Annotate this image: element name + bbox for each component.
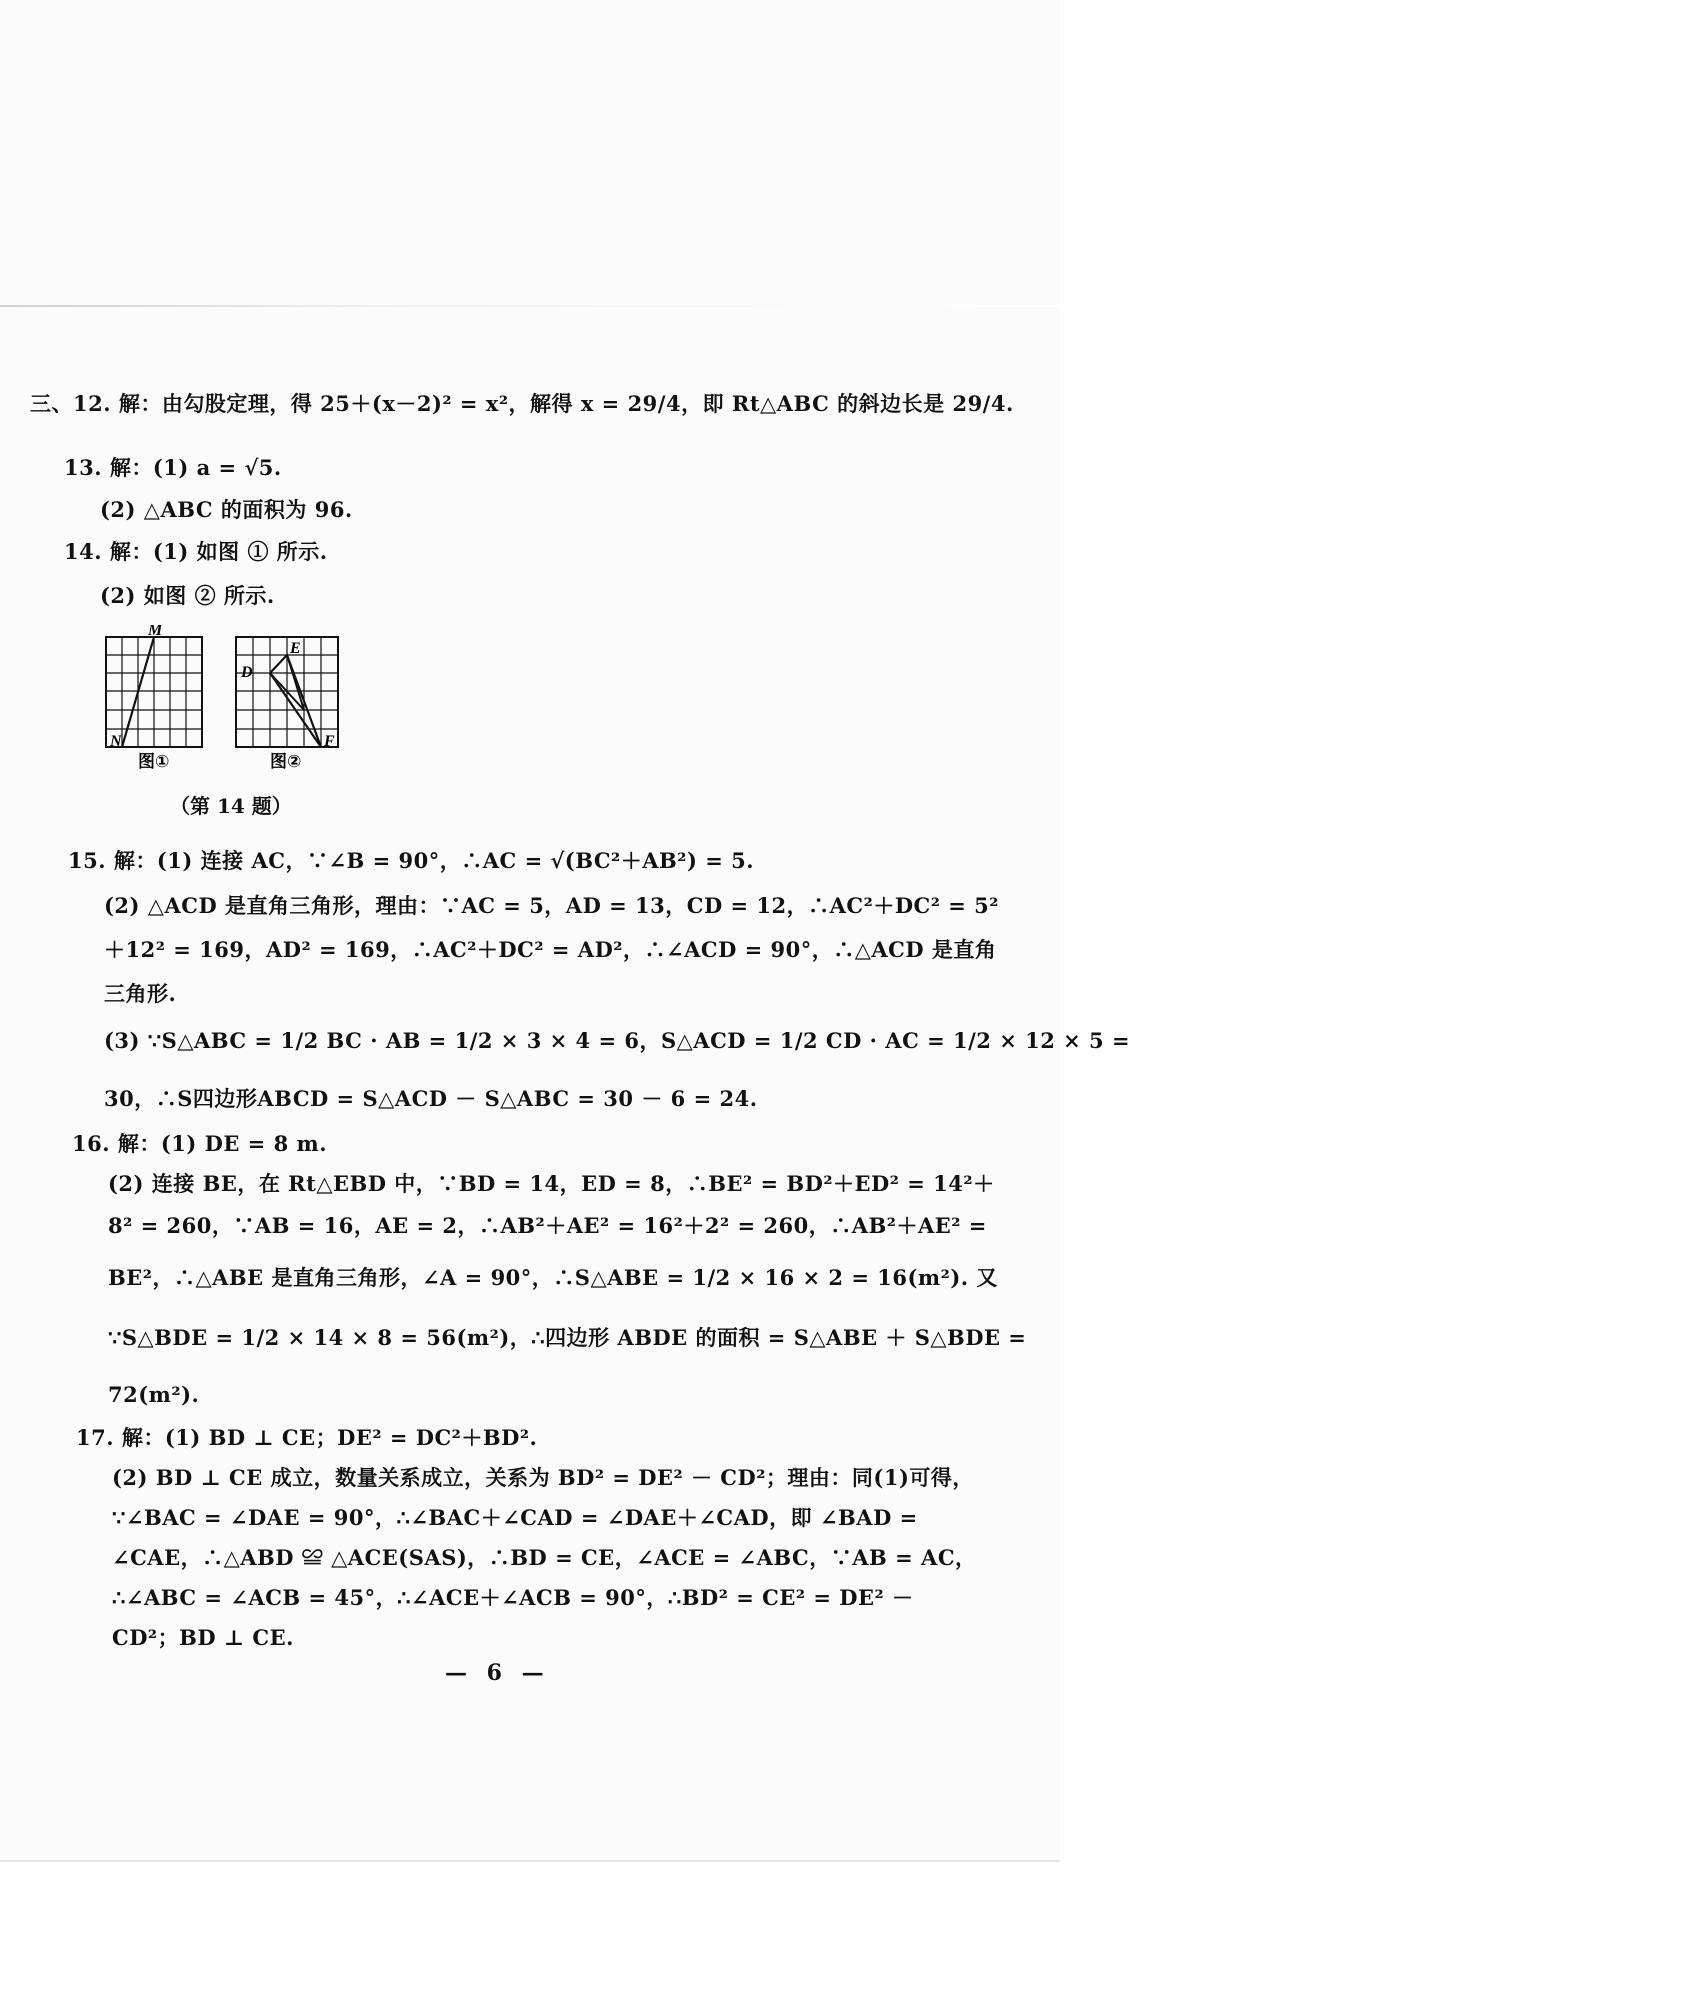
solution-15-part3-line2-text: 30，∴S四边形ABCD = S△ACD － S△ABC = 30 － 6 = 24. xyxy=(104,1086,758,1111)
solution-16-part2-line2 xyxy=(108,1210,987,1240)
grid-figure-1 xyxy=(106,637,202,747)
solution-15-part2-line3-text: 三角形. xyxy=(104,981,177,1006)
solution-12-text: 三、12. 解：由勾股定理，得 25＋(x－2)² = x²，解得 x = 29/4，即 Rt△ABC 的斜边长是 29/4. xyxy=(30,391,1014,416)
solution-17-part2-line1 xyxy=(112,1462,974,1492)
solution-14-part2-text: (2) 如图 ② 所示. xyxy=(100,583,275,608)
label-E: E xyxy=(290,640,301,657)
solution-17-part2-line5 xyxy=(112,1622,294,1652)
solution-16-part2-line1-text: (2) 连接 BE，在 Rt△EBD 中，∵BD = 14，ED = 8，∴BE² = BD²＋ED² = 14²＋ xyxy=(108,1171,995,1196)
solution-12 xyxy=(30,388,1014,418)
label-D: D xyxy=(241,664,253,681)
solution-17-part1 xyxy=(76,1422,537,1452)
solution-15-part2-line2 xyxy=(104,934,996,964)
solution-17-part2-line2-text: ∵∠BAC = ∠DAE = 90°，∴∠BAC＋∠CAD = ∠DAE＋∠CAD，即 ∠BAD = xyxy=(112,1505,918,1530)
problem-14-figures xyxy=(100,625,360,775)
solution-16-part1-text: 16. 解：(1) DE = 8 m. xyxy=(72,1131,328,1156)
solution-15-part1 xyxy=(68,845,754,875)
problem-14-caption: （第 14 题） xyxy=(170,794,292,818)
figure-2-caption: 图② xyxy=(270,752,302,772)
solution-13-part1-text: 13. 解：(1) a = √5. xyxy=(64,455,282,480)
solution-15-part2-line3 xyxy=(104,978,176,1008)
label-F: F xyxy=(324,733,335,750)
grid-figure-2 xyxy=(236,637,338,747)
solution-13-part1 xyxy=(64,452,282,482)
solution-16-part2-line1 xyxy=(108,1168,995,1198)
solution-14-part1-text: 14. 解：(1) 如图 ① 所示. xyxy=(64,539,328,564)
solution-16-part2-line2-text: 8² = 260，∵AB = 16，AE = 2，∴AB²＋AE² = 16²＋2² = 260，∴AB²＋AE² = xyxy=(108,1213,987,1238)
solution-17-part2-line5-text: CD²；BD ⊥ CE. xyxy=(112,1625,294,1650)
solution-15-part3-line1-text: (3) ∵S△ABC = 1/2 BC · AB = 1/2 × 3 × 4 = 6，S△ACD = 1/2 CD · AC = 1/2 × 12 × 5 = xyxy=(104,1028,1131,1053)
solution-13-part2-text: (2) △ABC 的面积为 96. xyxy=(100,497,353,522)
solution-15-part1-text: 15. 解：(1) 连接 AC，∵∠B = 90°，∴AC = √(BC²＋AB²) = 5. xyxy=(68,848,755,873)
solution-16-part2-line5 xyxy=(108,1382,199,1407)
solution-15-part2-line1-text: (2) △ACD 是直角三角形，理由：∵AC = 5，AD = 13，CD = 12，∴AC²＋DC² = 5² xyxy=(104,893,999,918)
page-number: — 6 — xyxy=(445,1660,550,1686)
label-M: M xyxy=(148,625,163,639)
solution-16-part2-line3 xyxy=(108,1262,998,1292)
solution-15-part3-line1 xyxy=(104,1025,1130,1055)
solution-17-part2-line1-text: (2) BD ⊥ CE 成立，数量关系成立，关系为 BD² = DE² － CD²；理由：同(1)可得， xyxy=(112,1465,974,1490)
solution-17-part2-line3-text: ∠CAE，∴△ABD ≌ △ACE(SAS)，∴BD = CE，∠ACE = ∠ABC，∵AB = AC， xyxy=(112,1545,977,1570)
scan-edge-top xyxy=(0,305,1060,307)
solution-16-part2-line4 xyxy=(108,1322,1026,1352)
solution-15-part3-line2 xyxy=(104,1083,758,1113)
solution-14-part2 xyxy=(100,580,275,610)
solution-17-part2-line2 xyxy=(112,1502,918,1532)
solution-16-part2-line3-text: BE²，∴△ABE 是直角三角形，∠A = 90°，∴S△ABE = 1/2 × 16 × 2 = 16(m²). 又 xyxy=(108,1265,998,1290)
solution-16-part2-line4-text: ∵S△BDE = 1/2 × 14 × 8 = 56(m²)，∴四边形 ABDE 的面积 = S△ABE ＋ S△BDE = xyxy=(108,1325,1027,1350)
solution-13-part2 xyxy=(100,494,353,524)
figure-1-caption: 图① xyxy=(138,752,170,772)
solution-17-part2-line3 xyxy=(112,1542,977,1572)
solution-16-part2-line5-text: 72(m²). xyxy=(108,1382,200,1407)
solution-15-part2-line2-text: ＋12² = 169，AD² = 169，∴AC²＋DC² = AD²，∴∠ACD = 90°，∴△ACD 是直角 xyxy=(104,937,997,962)
solution-17-part2-line4 xyxy=(112,1582,913,1612)
solution-14-part1 xyxy=(64,536,328,566)
solution-17-part1-text: 17. 解：(1) BD ⊥ CE；DE² = DC²＋BD². xyxy=(76,1425,538,1450)
solution-17-part2-line4-text: ∴∠ABC = ∠ACB = 45°，∴∠ACE＋∠ACB = 90°，∴BD² = CE² = DE² － xyxy=(112,1585,914,1610)
scan-edge-bottom xyxy=(0,1860,1060,1862)
solution-16-part1 xyxy=(72,1128,327,1158)
solution-15-part2-line1 xyxy=(104,890,999,920)
label-N: N xyxy=(110,733,122,750)
